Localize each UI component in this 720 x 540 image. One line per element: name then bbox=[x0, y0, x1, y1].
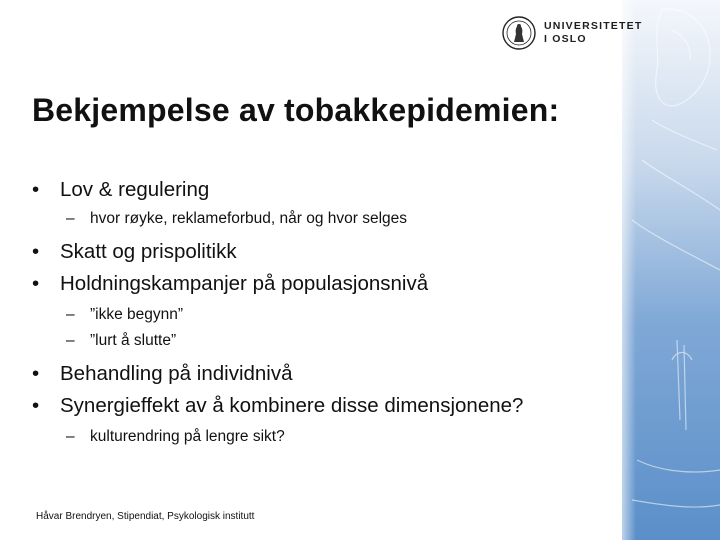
slide-title: Bekjempelse av tobakkepidemien: bbox=[32, 92, 560, 128]
dash-marker: – bbox=[66, 210, 75, 227]
bullet-marker: • bbox=[32, 272, 40, 295]
bullet-text: ”lurt å slutte” bbox=[90, 332, 177, 349]
logo-line-1: UNIVERSITETET bbox=[544, 20, 643, 32]
bullet-marker: • bbox=[32, 178, 40, 201]
bullet-marker: • bbox=[32, 362, 40, 385]
sub-bullet-item bbox=[30, 332, 176, 350]
dash-marker: – bbox=[66, 428, 75, 445]
sub-bullet-item bbox=[30, 306, 183, 324]
bullet-text: Skatt og prispolitikk bbox=[60, 240, 237, 263]
bullet-text: ”ikke begynn” bbox=[90, 306, 184, 323]
bullet-item bbox=[30, 272, 428, 296]
dash-marker: – bbox=[66, 306, 75, 323]
bullet-marker: • bbox=[32, 240, 40, 263]
dash-marker: – bbox=[66, 332, 75, 349]
sub-bullet-item bbox=[30, 428, 285, 446]
bullet-item bbox=[30, 394, 523, 418]
decorative-side-strip bbox=[622, 0, 720, 540]
side-strip-graphic bbox=[622, 0, 720, 540]
bullet-text: Lov & regulering bbox=[60, 178, 210, 201]
bullet-item bbox=[30, 362, 293, 386]
logo-text bbox=[544, 20, 642, 46]
bullet-item bbox=[30, 178, 209, 202]
university-logo bbox=[502, 14, 642, 52]
bullet-text: Holdningskampanjer på populasjonsnivå bbox=[60, 272, 429, 295]
bullet-text: Synergieffekt av å kombinere disse dimensjonene? bbox=[60, 394, 524, 417]
bullet-item bbox=[30, 240, 237, 264]
logo-line-2: I OSLO bbox=[544, 33, 587, 45]
slide-footer: Håvar Brendryen, Stipendiat, Psykologisk institutt bbox=[36, 511, 255, 522]
bullet-marker: • bbox=[32, 394, 40, 417]
sub-bullet-item bbox=[30, 210, 407, 228]
bullet-text: Behandling på individnivå bbox=[60, 362, 293, 385]
bullet-text: hvor røyke, reklameforbud, når og hvor selges bbox=[90, 210, 408, 227]
bullet-text: kulturendring på lengre sikt? bbox=[90, 428, 285, 445]
university-seal-icon bbox=[502, 16, 536, 50]
